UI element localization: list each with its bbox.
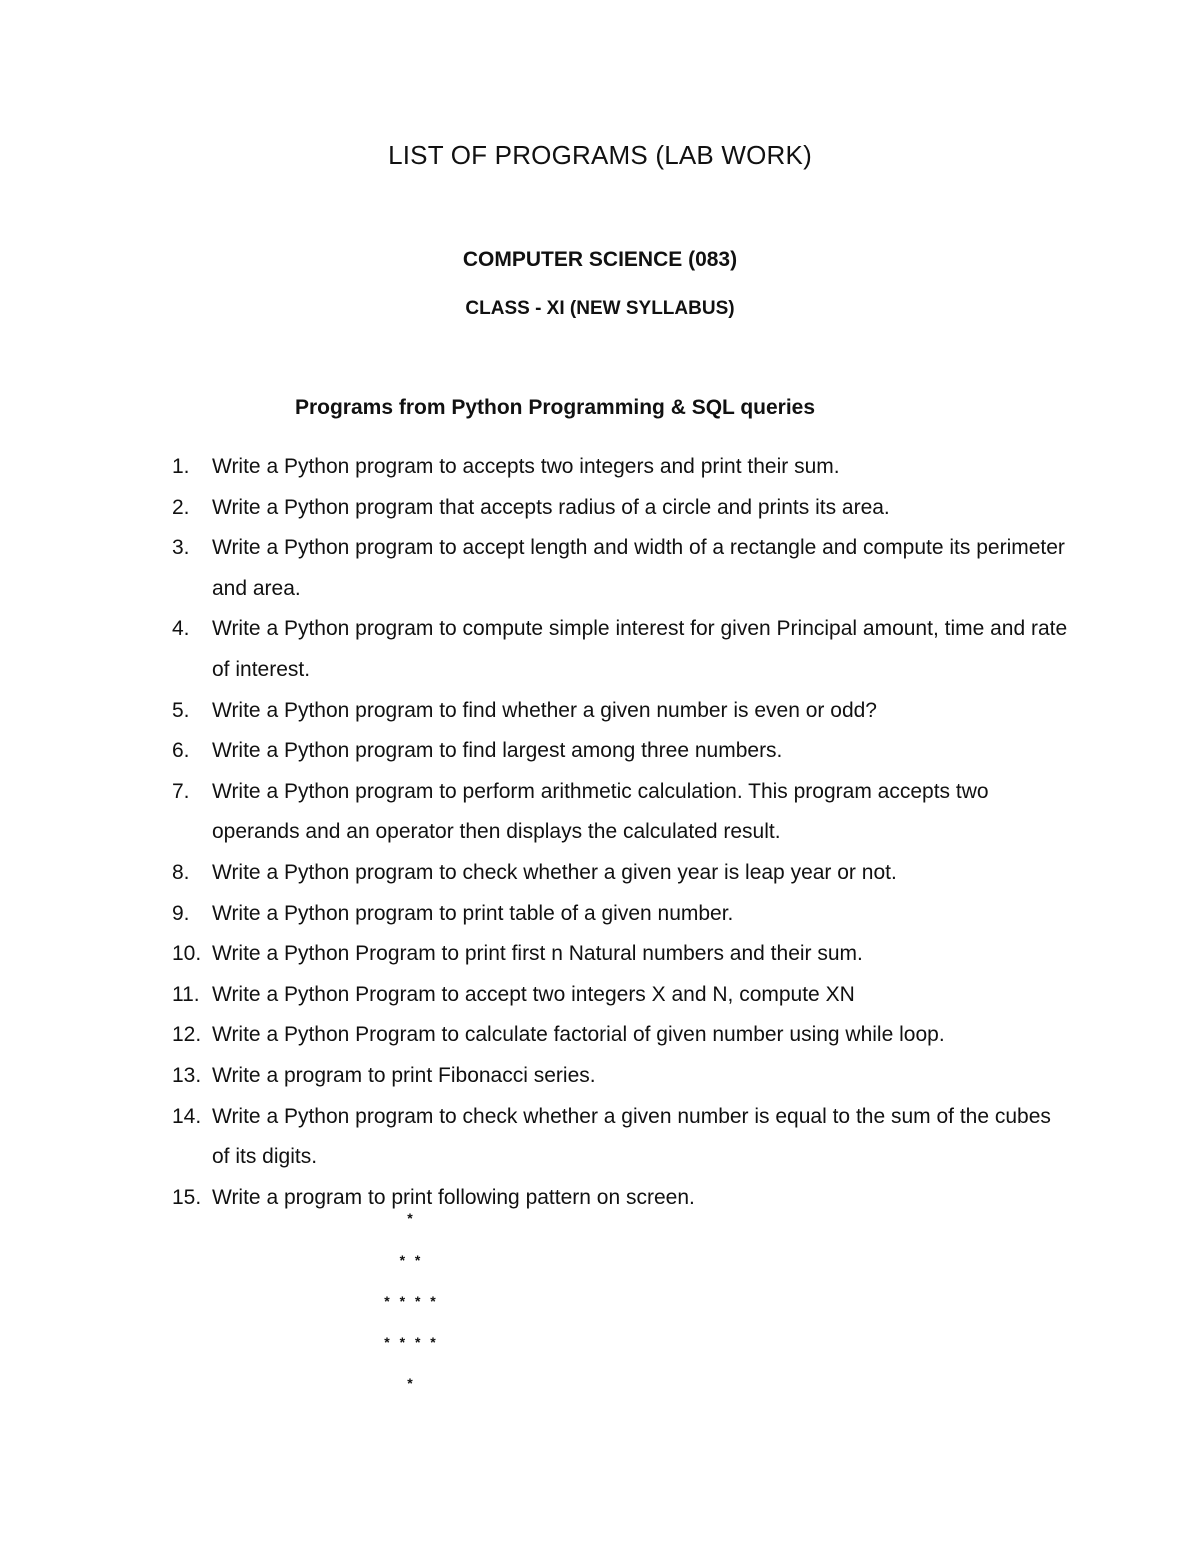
list-item [172,975,1072,1016]
list-item [172,772,1072,853]
item-number: 10. [172,942,202,966]
item-number: 8. [172,860,190,884]
list-item [172,528,1072,609]
item-text: Write a Python program that accepts radius of a circle and prints its area. [212,495,890,519]
item-text: Write a Python program to accept length and width of a rectangle and compute its perimeter and area. [212,536,1065,600]
list-item [172,447,1072,488]
pattern-row: * [407,1210,416,1226]
item-number: 1. [172,455,190,478]
item-number: 11. [172,982,200,1006]
list-item [172,691,1072,732]
item-number: 13. [172,1063,202,1087]
item-text: Write a Python program to print table of a given number. [212,901,734,925]
item-text: Write a Python Program to accept two integers X and N, compute XN [212,982,855,1006]
pattern-row: * * [399,1252,424,1268]
pattern-row: * [407,1375,416,1391]
item-text: Write a Python program to perform arithmetic calculation. This program accepts two operands and an operator then displays the calculated result. [212,779,989,844]
item-text: Write a Python program to find whether a given number is even or odd? [212,698,877,722]
item-text: Write a Python program to accepts two integers and print their sum. [212,455,840,478]
pattern-row: * * * * [384,1334,439,1350]
item-number: 14. [172,1104,202,1128]
item-number: 9. [172,901,190,925]
item-text: Write a program to print Fibonacci series. [212,1063,596,1087]
item-text: Write a Python program to find largest among three numbers. [212,739,783,763]
subject-heading: COMPUTER SCIENCE (083) [462,248,738,271]
item-text: Write a Python program to compute simple interest for given Principal amount, time and rate of interest. [212,617,1068,681]
item-text: Write a Python program to check whether a given year is leap year or not. [212,860,897,884]
class-heading: CLASS - XI (NEW SYLLABUS) [465,298,735,319]
page-title: LIST OF PROGRAMS (LAB WORK) [388,140,812,170]
list-item [172,934,1072,975]
list-item [172,488,1072,529]
item-number: 15. [172,1185,202,1209]
list-item [172,894,1072,935]
item-text: Write a Python program to check whether a given number is equal to the sum of the cubes of its digits. [212,1104,1051,1169]
item-number: 3. [172,536,190,560]
list-item [172,853,1072,894]
section-heading: Programs from Python Programming & SQL queries [294,396,816,419]
item-text: Write a Python Program to calculate factorial of given number using while loop. [212,1023,945,1047]
pattern-row: * * * * [384,1293,439,1309]
item-number: 2. [172,495,190,519]
item-text: Write a Python Program to print first n Natural numbers and their sum. [212,942,863,966]
item-text: Write a program to print following pattern on screen. [212,1185,695,1209]
program-list [172,447,1072,1218]
item-number: 7. [172,779,190,803]
item-number: 5. [172,698,190,722]
list-item [172,731,1072,772]
list-item [172,1056,1072,1097]
item-number: 12. [172,1023,202,1047]
list-item [172,1097,1072,1178]
list-item [172,609,1072,690]
item-number: 6. [172,739,190,763]
list-item [172,1015,1072,1056]
item-number: 4. [172,617,190,641]
